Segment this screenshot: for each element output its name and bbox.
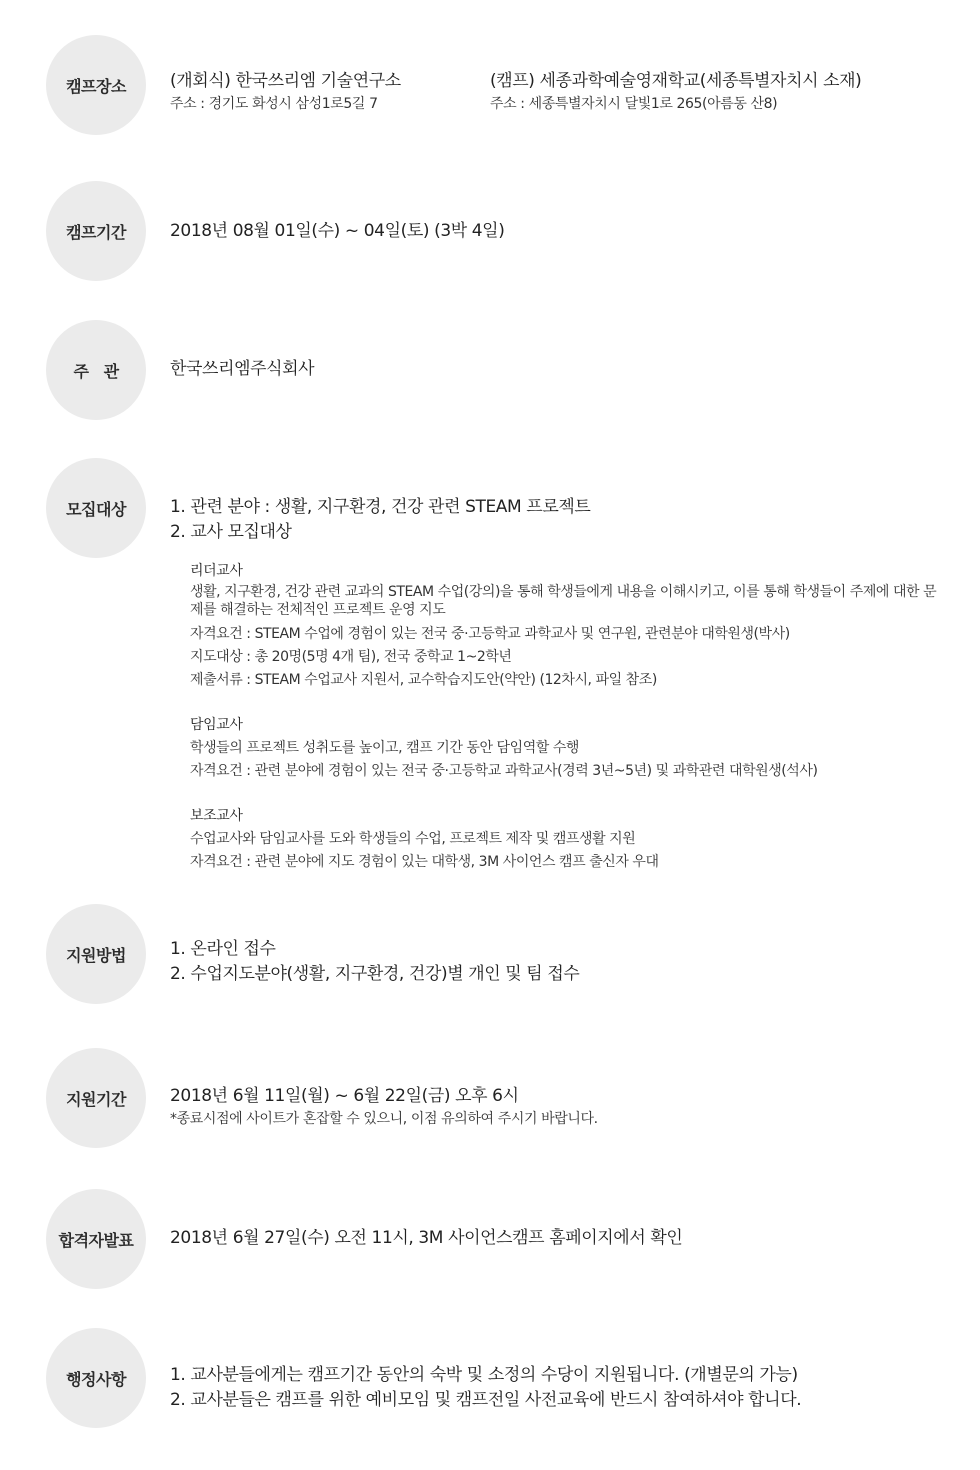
camp-venue-address: 주소 : 세종특별자치시 달빛1로 265(아름동 산8) xyxy=(490,96,778,112)
camp-period-text: 2018년 08월 01일(수) ~ 04일(토) (3박 4일) xyxy=(170,221,505,241)
group-line: 지도대상 : 총 20명(5명 4개 팀), 전국 중학교 1~2학년 xyxy=(190,649,512,665)
recruit-line: 2. 교사 모집대상 xyxy=(170,522,292,542)
opening-venue-title: (개회식) 한국쓰리엠 기술연구소 xyxy=(170,71,401,91)
section-label-badge: 행정사항 xyxy=(46,1328,146,1428)
group-title: 리더교사 xyxy=(190,563,243,579)
apply-method-line: 1. 온라인 접수 xyxy=(170,939,276,959)
group-title: 보조교사 xyxy=(190,808,243,824)
section-label-badge: 주 관 xyxy=(46,320,146,420)
teacher-group-homeroom xyxy=(190,714,940,783)
recruit-summary xyxy=(170,495,950,545)
apply-period-note: *종료시점에 사이트가 혼잡할 수 있으니, 이점 유의하여 주시기 바랍니다. xyxy=(170,1111,598,1127)
section-label-badge: 지원기간 xyxy=(46,1048,146,1148)
group-line: 자격요건 : 관련 분야에 지도 경험이 있는 대학생, 3M 사이언스 캠프 출신자 우대 xyxy=(190,854,659,870)
recruit-line: 1. 관련 분야 : 생활, 지구환경, 건강 관련 STEAM 프로젝트 xyxy=(170,497,591,517)
group-line: 수업교사와 담임교사를 도와 학생들의 수업, 프로젝트 제작 및 캠프생활 지원 xyxy=(190,831,636,847)
admin-content xyxy=(170,1363,950,1413)
host-content xyxy=(170,357,950,382)
group-line: 생활, 지구환경, 건강 관련 교과의 STEAM 수업(강의)을 통해 학생들에게 내용을 이해시키고, 이를 통해 학생들이 주제에 대한 문제를 해결하는 전체적인 프로젝트 운영 지도 xyxy=(190,584,937,618)
apply-method-content xyxy=(170,937,950,987)
result-text: 2018년 6월 27일(수) 오전 11시, 3M 사이언스캠프 홈페이지에서 확인 xyxy=(170,1228,683,1248)
group-line: 자격요건 : 관련 분야에 경험이 있는 전국 중·고등학교 과학교사(경력 3년~5년) 및 과학관련 대학원생(석사) xyxy=(190,763,818,779)
camp-venue-title: (캠프) 세종과학예술영재학교(세종특별자치시 소재) xyxy=(490,71,862,91)
teacher-group-assistant xyxy=(190,805,940,874)
teacher-group-leader xyxy=(190,560,940,692)
group-title: 담임교사 xyxy=(190,717,243,733)
opening-venue xyxy=(170,69,401,114)
group-line: 학생들의 프로젝트 성취도를 높이고, 캠프 기간 동안 담임역할 수행 xyxy=(190,740,579,756)
camp-venue xyxy=(490,69,861,114)
apply-period-text: 2018년 6월 11일(월) ~ 6월 22일(금) 오후 6시 xyxy=(170,1086,519,1106)
admin-line: 2. 교사분들은 캠프를 위한 예비모임 및 캠프전일 사전교육에 반드시 참여하셔야 합니다. xyxy=(170,1390,802,1410)
teacher-groups xyxy=(190,560,940,896)
section-label-badge: 모집대상 xyxy=(46,458,146,558)
camp-period-content xyxy=(170,219,950,244)
section-label-badge: 캠프장소 xyxy=(46,35,146,135)
host-text: 한국쓰리엠주식회사 xyxy=(170,359,315,379)
group-line: 제출서류 : STEAM 수업교사 지원서, 교수학습지도안(약안) (12차시, 파일 참조) xyxy=(190,672,657,688)
apply-period-content xyxy=(170,1084,950,1129)
section-label-badge: 지원방법 xyxy=(46,904,146,1004)
apply-method-line: 2. 수업지도분야(생활, 지구환경, 건강)별 개인 및 팀 접수 xyxy=(170,964,580,984)
result-content xyxy=(170,1226,950,1251)
section-label-badge: 캠프기간 xyxy=(46,181,146,281)
opening-venue-address: 주소 : 경기도 화성시 삼성1로5길 7 xyxy=(170,96,378,112)
group-line: 자격요건 : STEAM 수업에 경험이 있는 전국 중·고등학교 과학교사 및 연구원, 관련분야 대학원생(박사) xyxy=(190,626,790,642)
section-label-badge: 합격자발표 xyxy=(46,1189,146,1289)
admin-line: 1. 교사분들에게는 캠프기간 동안의 숙박 및 소정의 수당이 지원됩니다. (개별문의 가능) xyxy=(170,1365,798,1385)
